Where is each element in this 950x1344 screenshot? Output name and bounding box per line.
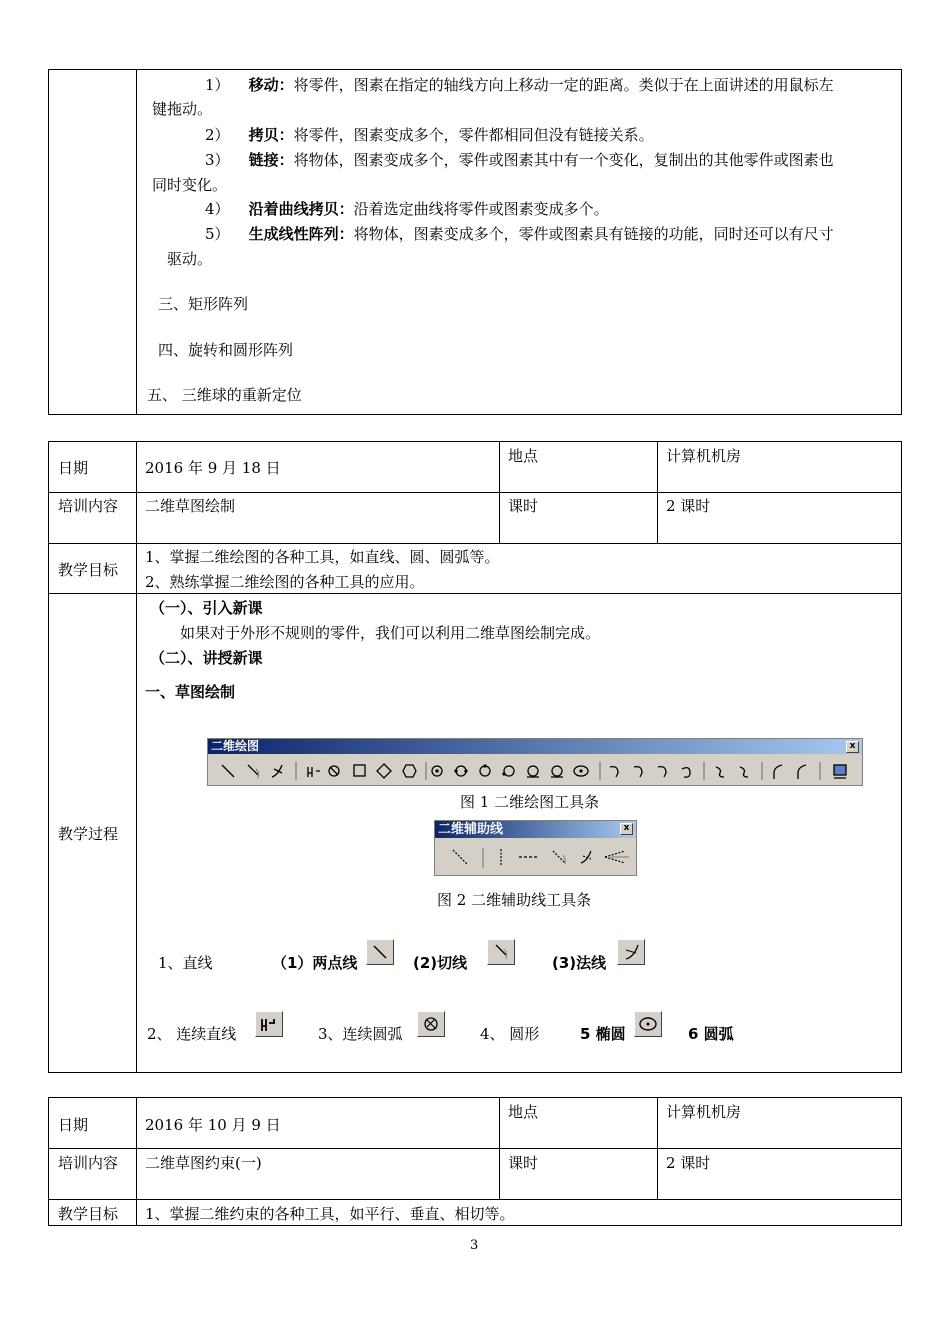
arc-4-icon xyxy=(682,768,690,778)
item-term: 沿着曲线拷贝： xyxy=(248,200,354,218)
hexagon-icon xyxy=(403,765,416,777)
item-2 xyxy=(205,125,654,145)
place-label-2: 地点 xyxy=(508,1103,539,1121)
toolbar-title xyxy=(435,821,636,838)
ellipse-icon xyxy=(574,766,588,776)
item-5-cont: 驱动。 xyxy=(167,250,213,268)
toolbar-title-text: 二维绘图 xyxy=(211,739,260,753)
aux-normal-icon xyxy=(581,851,591,863)
circle-item: 4、 圆形 xyxy=(480,1025,540,1043)
intro-heading: （一）、引入新课 xyxy=(150,599,263,617)
item-term: 拷贝： xyxy=(248,126,294,144)
bezier-icon xyxy=(740,767,748,777)
item-text: 将零件，图素变成多个，零件都相同但没有链接关系。 xyxy=(293,126,654,144)
sketch-heading: 一、草图绘制 xyxy=(145,683,236,701)
item-term: 移动： xyxy=(248,76,294,94)
process-label: 教学过程 xyxy=(58,825,119,843)
goal-label: 教学目标 xyxy=(58,561,119,579)
normal-line-icon xyxy=(272,765,282,777)
intro-text: 如果对于外形不规则的零件，我们可以利用二维草图绘制完成。 xyxy=(180,624,601,642)
close-icon[interactable]: x xyxy=(846,741,859,753)
chamfer-icon xyxy=(798,765,806,779)
item-1-cont: 键拖动。 xyxy=(152,100,213,118)
content-label-2: 培训内容 xyxy=(58,1154,119,1172)
aux-line-icon xyxy=(453,850,467,864)
aux-tangent-icon xyxy=(553,851,565,864)
continuous-arc-item: 3、连续圆弧 xyxy=(318,1025,403,1043)
line-item: 1、直线 xyxy=(158,954,213,972)
date-value-2: 2016 年 10 月 9 日 xyxy=(145,1116,281,1134)
circle-tan-icon xyxy=(503,766,514,776)
item-num: 1） xyxy=(205,76,230,94)
two-point-line-label: （1）两点线 xyxy=(272,954,358,972)
goal-1: 1、掌握二维绘图的各种工具，如直线、圆、圆弧等。 xyxy=(145,548,500,566)
hours-label-2: 课时 xyxy=(508,1154,539,1172)
item-num: 4） xyxy=(205,200,230,218)
item-3 xyxy=(205,150,834,170)
goal-1-2: 1、掌握二维约束的各种工具，如平行、垂直、相切等。 xyxy=(145,1205,515,1223)
place-label: 地点 xyxy=(508,447,539,465)
hours-label: 课时 xyxy=(508,497,539,515)
circle-tan2-icon xyxy=(527,766,539,777)
item-1 xyxy=(205,75,834,95)
place-value-2: 计算机机房 xyxy=(666,1103,742,1121)
polyline-button[interactable] xyxy=(255,1011,283,1037)
date-label: 日期 xyxy=(58,459,89,477)
diamond-icon xyxy=(377,764,391,778)
fillet-icon xyxy=(774,765,782,779)
item-3-cont: 同时变化。 xyxy=(152,176,228,194)
goal-2: 2、熟练掌握二维绘图的各种工具的应用。 xyxy=(145,573,425,591)
toolbar-title xyxy=(208,739,862,754)
item-text: 将零件，图素在指定的轴线方向上移动一定的距离。类似于在上面讲述的用鼠标左 xyxy=(293,76,834,94)
tangent-line-icon xyxy=(488,940,514,964)
polyline-item: 2、 连续直线 xyxy=(147,1025,237,1043)
circle-3pt-icon xyxy=(480,765,490,776)
circle-center-icon xyxy=(432,766,442,776)
continuous-arc-button[interactable] xyxy=(417,1011,445,1037)
tangent-line-icon xyxy=(248,765,259,778)
item-4 xyxy=(205,199,609,219)
place-value: 计算机机房 xyxy=(666,447,742,465)
fig1-caption: 图 1 二维绘图工具条 xyxy=(460,793,600,811)
close-icon[interactable]: x xyxy=(620,823,633,835)
ellipse-icon xyxy=(635,1012,661,1036)
hours-value-2: 2 课时 xyxy=(666,1154,711,1172)
two-point-line-icon xyxy=(367,940,393,964)
ellipse-label: 5 椭圆 xyxy=(580,1025,626,1043)
heading-rect-array: 三、矩形阵列 xyxy=(158,295,249,313)
item-num: 2） xyxy=(205,126,230,144)
normal-line-button[interactable] xyxy=(617,939,645,965)
date-label-2: 日期 xyxy=(58,1116,89,1134)
item-term: 链接： xyxy=(248,151,294,169)
arc-icon xyxy=(610,767,618,777)
circle-tan3-icon xyxy=(551,766,563,777)
aux-angle-icon xyxy=(605,851,629,863)
two-point-line-icon xyxy=(222,765,234,777)
item-text: 将物体，图素变成多个，零件或图素其中有一个变化，复制出的其他零件或图素也 xyxy=(293,151,834,169)
toolbar-title-text: 二维辅助线 xyxy=(438,822,504,837)
continuous-arc-icon xyxy=(418,1012,444,1036)
tangent-line-label: (2)切线 xyxy=(413,954,468,972)
goal-label-2: 教学目标 xyxy=(58,1205,119,1223)
heading-rotate-array: 四、旋转和圆形阵列 xyxy=(158,341,294,359)
item-num: 5） xyxy=(205,225,230,243)
date-value: 2016 年 9 月 18 日 xyxy=(145,459,281,477)
toolbar-icons xyxy=(212,759,860,783)
aux-toolbar-icons xyxy=(439,845,635,871)
normal-line-icon xyxy=(618,940,644,964)
page-number: 3 xyxy=(470,1238,479,1253)
content-value: 二维草图绘制 xyxy=(145,497,236,515)
fig2-caption: 图 2 二维辅助线工具条 xyxy=(437,891,592,909)
teach-heading: （二）、讲授新课 xyxy=(150,649,263,667)
section1-left-cell xyxy=(136,70,137,415)
content-label: 培训内容 xyxy=(58,497,119,515)
content-value-2: 二维草图约束(一) xyxy=(145,1154,262,1172)
toolbar-2d-aux xyxy=(434,820,637,876)
hours-value: 2 课时 xyxy=(666,497,711,515)
rectangle-icon xyxy=(354,765,365,776)
item-text: 将物体，图素变成多个，零件或图素具有链接的功能，同时还可以有尺寸 xyxy=(353,225,834,243)
arc-3-icon xyxy=(658,767,666,777)
toolbar-2d-draw xyxy=(207,738,863,786)
toolbar-options-icon xyxy=(834,765,846,778)
heading-3d-ball: 五、 三维球的重新定位 xyxy=(147,386,302,404)
two-point-line-button[interactable] xyxy=(366,939,394,965)
item-text: 沿着选定曲线将零件或图素变成多个。 xyxy=(353,200,609,218)
ellipse-button[interactable] xyxy=(634,1011,662,1037)
circle-2pt-icon xyxy=(455,766,467,776)
arc-2-icon xyxy=(634,767,642,777)
normal-line-label: (3)法线 xyxy=(552,954,607,972)
bspline-icon xyxy=(716,767,724,777)
item-num: 3） xyxy=(205,151,230,169)
continuous-arc-icon xyxy=(329,766,339,776)
tangent-line-button[interactable] xyxy=(487,939,515,965)
item-term: 生成线性阵列： xyxy=(248,225,354,243)
item-5 xyxy=(205,224,834,244)
polyline-icon xyxy=(308,767,320,777)
arc-label: 6 圆弧 xyxy=(688,1025,734,1043)
polyline-icon xyxy=(256,1012,282,1036)
